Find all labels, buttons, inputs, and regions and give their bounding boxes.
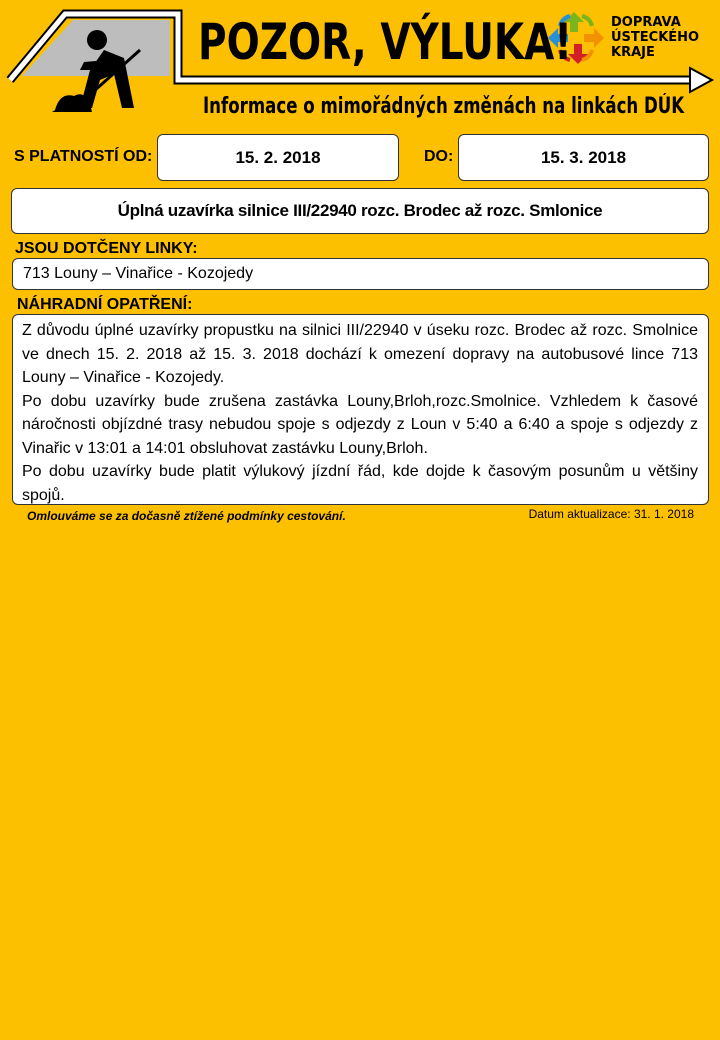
measures-paragraph: Po dobu uzavírky bude zrušena zastávka Louny,Brloh,rozc.Smolnice. Vzhledem k časové náročnosti objízdné trasy nebudou spoje s odjezdy z Loun v 5:40 a 6:40 a spoje s odjezdy z Vinařic v 13:01 a 14:01 obsluhovat zastávku Louny,Brloh.	[22, 392, 698, 457]
header-banner	[0, 0, 720, 130]
brand-line: ÚSTECKÉHO	[611, 30, 700, 45]
valid-from-label: S PLATNOSTÍ OD:	[14, 148, 153, 165]
page-subtitle: Informace o mimořádných změnách na linkách DÚK	[203, 94, 685, 119]
affected-lines-label: JSOU DOTČENY LINKY:	[15, 240, 198, 257]
page-title: POZOR, VÝLUKA!	[198, 13, 573, 71]
brand-name	[611, 15, 699, 60]
valid-to-label: DO:	[424, 148, 454, 165]
brand-line: DOPRAVA	[611, 15, 681, 30]
closure-title: Úplná uzavírka silnice III/22940 rozc. Brodec až rozc. Smlonice	[11, 188, 709, 234]
update-date: Datum aktualizace: 31. 1. 2018	[528, 507, 694, 521]
apology-note: Omlouváme se za dočasně ztížené podmínky cestování.	[27, 509, 346, 523]
brand-line: KRAJE	[611, 45, 655, 60]
valid-from-value: 15. 2. 2018	[157, 134, 399, 181]
measures-paragraph: Z důvodu úplné uzavírky propustku na silnici III/22940 v úseku rozc. Brodec až rozc. Smolnice ve dnech 15. 2. 2018 až 15. 3. 2018 dochází k omezení dopravy na autobusové lince 713 Louny – Vinařice - Kozojedy.	[22, 322, 698, 386]
affected-lines-value: 713 Louny – Vinařice - Kozojedy	[12, 258, 709, 290]
valid-to-value: 15. 3. 2018	[458, 134, 709, 181]
measures-text	[12, 314, 709, 505]
measures-paragraph: Po dobu uzavírky bude platit výlukový jízdní řád, kde dojde k časovým posunům u většiny spojů.	[22, 463, 698, 504]
measures-label: NÁHRADNÍ OPATŘENÍ:	[17, 296, 193, 313]
